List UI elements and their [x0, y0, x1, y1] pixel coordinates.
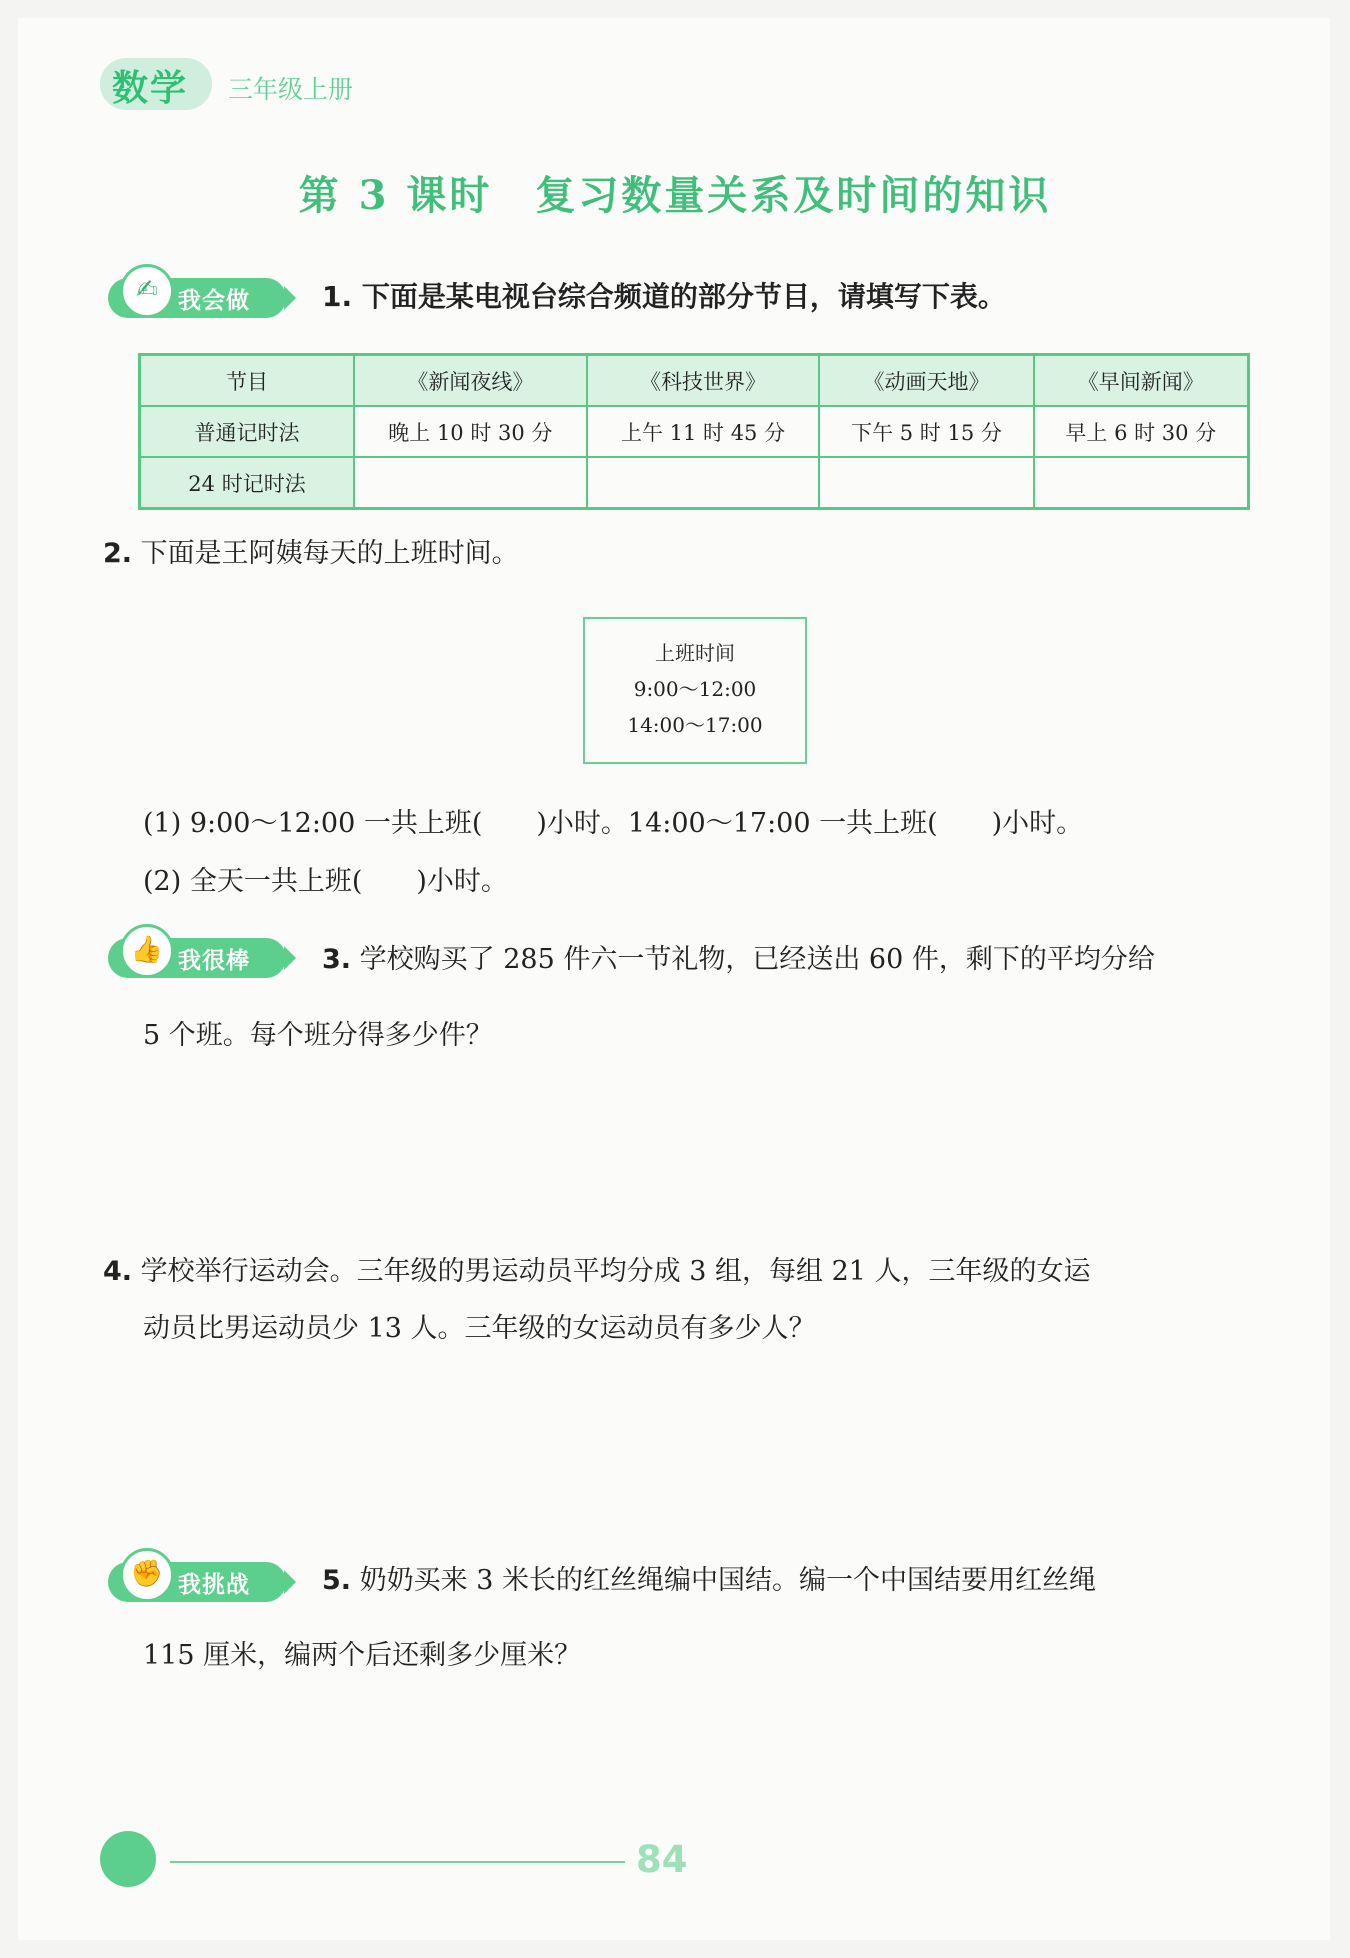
question-text: 下面是某电视台综合频道的部分节目，请填写下表。 — [361, 280, 1006, 313]
box-line: 14:00～17:00 — [627, 713, 763, 737]
question-4-line-2: 动员比男运动员少 13 人。三年级的女运动员有多少人？ — [143, 1313, 816, 1344]
table-header-cell: 节目 — [140, 355, 355, 407]
question-2-part-2: (2) 全天一共上班( )小时。 — [143, 866, 508, 897]
grade-label: 三年级上册 — [228, 75, 354, 104]
table-header-row — [140, 355, 1249, 407]
question-5-line-2: 115 厘米，编两个后还剩多少厘米？ — [143, 1640, 582, 1671]
work-hours-box — [583, 617, 807, 764]
table-row-header: 普通记时法 — [140, 406, 355, 457]
section-tag-i-am-great — [108, 924, 286, 978]
question-number: 1. — [322, 280, 353, 313]
table-row-header: 24 时记时法 — [140, 457, 355, 509]
table-cell: 下午 5 时 15 分 — [819, 406, 1033, 457]
question-number: 2. — [103, 538, 133, 569]
footer-divider — [170, 1861, 625, 1863]
question-number: 4. — [103, 1256, 133, 1287]
question-text: 学校举行运动会。三年级的男运动员平均分成 3 组，每组 21 人，三年级的女运 — [140, 1256, 1091, 1287]
question-2 — [103, 538, 519, 570]
answer-cell[interactable] — [354, 457, 587, 509]
answer-cell[interactable] — [819, 457, 1033, 509]
box-title: 上班时间 — [655, 641, 735, 665]
question-text: 下面是王阿姨每天的上班时间。 — [140, 538, 519, 569]
table-cell: 上午 11 时 45 分 — [587, 406, 820, 457]
question-text: 学校购买了 285 件六一节礼物，已经送出 60 件，剩下的平均分给 — [359, 944, 1155, 975]
table-row — [140, 406, 1249, 457]
question-number: 5. — [322, 1565, 352, 1596]
table-row — [140, 457, 1249, 509]
subject-label: 数学 — [112, 68, 189, 109]
question-3-line-1 — [322, 944, 1155, 976]
question-text: 奶奶买来 3 米长的红丝绳编中国结。编一个中国结要用红丝绳 — [359, 1565, 1096, 1596]
question-5-line-1 — [322, 1565, 1096, 1597]
fist-icon: ✊ — [120, 1548, 174, 1602]
thumbs-up-icon: 👍 — [120, 924, 174, 978]
section-tag-label: 我会做 — [178, 288, 250, 314]
tv-schedule-table — [138, 353, 1250, 510]
mascot-icon — [100, 1831, 156, 1887]
question-number: 3. — [322, 944, 352, 975]
table-header-cell: 《新闻夜线》 — [354, 355, 587, 407]
question-3-line-2: 5 个班。每个班分得多少件？ — [143, 1020, 493, 1051]
section-tag-label: 我挑战 — [178, 1572, 250, 1598]
table-header-cell: 《早间新闻》 — [1034, 355, 1249, 407]
lesson-title: 第 3 课时 复习数量关系及时间的知识 — [298, 172, 1052, 219]
section-tag-i-challenge — [108, 1548, 286, 1602]
table-header-cell: 《动画天地》 — [819, 355, 1033, 407]
question-2-part-1: (1) 9:00～12:00 一共上班( )小时。14:00～17:00 一共上班( )小时。 — [143, 808, 1084, 839]
pen-hand-icon: ✍ — [120, 264, 174, 318]
section-tag-i-can-do — [108, 264, 286, 318]
table-cell: 晚上 10 时 30 分 — [354, 406, 587, 457]
question-1 — [322, 280, 1006, 314]
answer-cell[interactable] — [587, 457, 820, 509]
section-tag-label: 我很棒 — [178, 948, 250, 974]
box-line: 9:00～12:00 — [633, 677, 757, 701]
answer-cell[interactable] — [1034, 457, 1249, 509]
question-4-line-1 — [103, 1256, 1091, 1288]
table-cell: 早上 6 时 30 分 — [1034, 406, 1249, 457]
page-number: 84 — [636, 1838, 688, 1881]
table-header-cell: 《科技世界》 — [587, 355, 820, 407]
